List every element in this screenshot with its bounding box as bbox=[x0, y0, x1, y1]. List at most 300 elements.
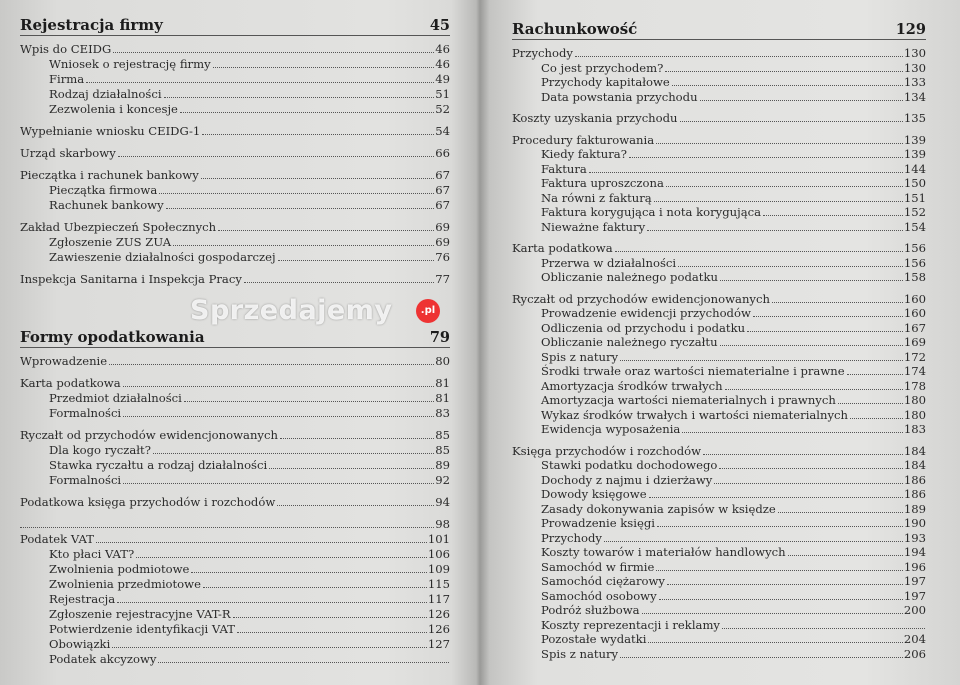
entry-title: Karta podatkowa bbox=[512, 241, 613, 255]
toc-entry bbox=[512, 647, 926, 662]
entry-title: Koszty towarów i materiałów handlowych bbox=[541, 545, 786, 559]
entry-title: Data powstania przychodu bbox=[541, 89, 698, 104]
entry-page: 67 bbox=[435, 183, 450, 197]
entry-title: Amortyzacja wartości niematerialnych i prawnych bbox=[541, 393, 836, 407]
dot-leader bbox=[778, 512, 903, 513]
toc-entry bbox=[512, 270, 926, 285]
dot-leader bbox=[201, 178, 434, 179]
entry-page: 193 bbox=[903, 530, 926, 545]
entry-title: Zwolnienia podmiotowe bbox=[49, 562, 190, 576]
entry-title: Spis z natury bbox=[541, 646, 619, 661]
toc-entry bbox=[20, 607, 450, 622]
toc-entry bbox=[20, 250, 450, 265]
toc-entry bbox=[512, 220, 926, 235]
entry-title: Rodzaj działalności bbox=[49, 87, 162, 101]
entry-title: Stawka ryczałtu a rodzaj działalności bbox=[49, 458, 268, 472]
dot-leader bbox=[159, 193, 434, 194]
toc-entry bbox=[20, 652, 450, 667]
entry-page: 130 bbox=[903, 60, 926, 75]
entry-title: Obliczanie należnego podatku bbox=[541, 270, 718, 284]
entry-title: Na równi z fakturą bbox=[541, 190, 652, 205]
dot-leader bbox=[747, 331, 903, 332]
entry-title: Podatkowa księga przychodów i rozchodów bbox=[20, 495, 276, 509]
entry-page: 117 bbox=[427, 592, 450, 606]
entry-page: 139 bbox=[903, 147, 926, 161]
toc-group bbox=[20, 42, 450, 117]
toc-entry bbox=[512, 545, 926, 560]
toc-group bbox=[20, 495, 450, 510]
dot-leader bbox=[654, 201, 903, 202]
dot-leader bbox=[136, 557, 427, 558]
dot-leader bbox=[173, 245, 434, 246]
entry-title: Faktura uproszczona bbox=[541, 176, 664, 190]
entry-title: Amortyzacja środków trwałych bbox=[541, 378, 723, 393]
toc-group bbox=[20, 354, 450, 369]
entry-title: Obowiązki bbox=[49, 637, 111, 651]
entry-page: 186 bbox=[903, 472, 926, 487]
dot-leader bbox=[202, 134, 434, 135]
entry-page: 81 bbox=[435, 391, 450, 405]
dot-leader bbox=[237, 632, 427, 633]
toc-group bbox=[512, 133, 926, 235]
toc-entry bbox=[512, 75, 926, 90]
dot-leader bbox=[180, 112, 434, 113]
entry-page: 101 bbox=[427, 532, 450, 546]
entry-page: 115 bbox=[427, 577, 450, 591]
entry-page: 80 bbox=[435, 354, 450, 368]
entry-page: 69 bbox=[435, 220, 450, 234]
toc-entry bbox=[512, 241, 926, 256]
entry-title: Wpis do CEIDG bbox=[20, 42, 112, 56]
dot-leader bbox=[269, 468, 434, 469]
toc-entry bbox=[512, 502, 926, 517]
dot-leader bbox=[153, 453, 434, 454]
entry-title: Odliczenia od przychodu i podatku bbox=[541, 320, 746, 335]
entry-page: 189 bbox=[903, 501, 926, 516]
entry-title: Zasady dokonywania zapisów w księdze bbox=[541, 501, 776, 516]
entry-title: Ryczałt od przychodów ewidencjonowanych bbox=[512, 291, 770, 306]
toc-entry bbox=[512, 574, 926, 589]
entry-page: 69 bbox=[435, 235, 450, 249]
entry-title: Wypełnianie wniosku CEIDG-1 bbox=[20, 124, 201, 138]
toc-entry bbox=[512, 589, 926, 604]
chapter-title: Rejestracja firmy bbox=[20, 16, 163, 34]
toc-entry bbox=[20, 72, 450, 87]
toc-entry bbox=[512, 560, 926, 575]
dot-leader bbox=[629, 157, 903, 158]
dot-leader bbox=[277, 505, 434, 506]
toc-chapter bbox=[20, 328, 450, 674]
entry-title: Dla kogo ryczałt? bbox=[49, 443, 151, 457]
toc-entry bbox=[20, 391, 450, 406]
entry-title: Potwierdzenie identyfikacji VAT bbox=[49, 622, 235, 636]
entry-page: 51 bbox=[435, 87, 450, 101]
entry-title: Zgłoszenie ZUS ZUA bbox=[49, 235, 172, 249]
dot-leader bbox=[166, 208, 435, 209]
toc-entry bbox=[20, 443, 450, 458]
toc-group bbox=[20, 517, 450, 667]
entry-page: 94 bbox=[435, 495, 450, 509]
dot-leader bbox=[703, 454, 903, 455]
entry-page: 126 bbox=[427, 607, 450, 621]
chapter-title: Formy opodatkowania bbox=[20, 328, 205, 346]
toc-entry bbox=[20, 547, 450, 562]
dot-leader bbox=[191, 572, 426, 573]
dot-leader bbox=[244, 282, 434, 283]
toc-group bbox=[20, 124, 450, 139]
entry-title: Procedury fakturowania bbox=[512, 132, 655, 147]
toc-entry bbox=[512, 256, 926, 271]
toc-group bbox=[512, 241, 926, 285]
toc-entry bbox=[512, 603, 926, 618]
chapter-page: 129 bbox=[895, 21, 926, 38]
entry-page: 184 bbox=[903, 443, 926, 458]
toc-entry bbox=[20, 235, 450, 250]
entry-page: 133 bbox=[903, 75, 926, 89]
entry-title: Zezwolenia i koncesje bbox=[49, 102, 178, 116]
toc-entry bbox=[20, 577, 450, 592]
entry-title: Inspekcja Sanitarna i Inspekcja Pracy bbox=[20, 272, 242, 286]
entry-page: 194 bbox=[903, 545, 926, 559]
entry-title: Urząd skarbowy bbox=[20, 146, 116, 160]
toc-group bbox=[20, 272, 450, 287]
dot-leader bbox=[113, 52, 434, 53]
toc-entry bbox=[512, 364, 926, 379]
toc-entry bbox=[20, 183, 450, 198]
toc-entry bbox=[512, 473, 926, 488]
toc-entry bbox=[512, 393, 926, 408]
dot-leader bbox=[666, 186, 903, 187]
entry-title: Przychody kapitałowe bbox=[541, 75, 670, 89]
entry-page: 167 bbox=[903, 320, 926, 335]
entry-title: Dowody księgowe bbox=[541, 487, 647, 501]
entry-page: 67 bbox=[435, 198, 450, 212]
entry-page: 54 bbox=[435, 124, 450, 138]
toc-entry bbox=[512, 618, 926, 633]
entry-title: Przerwa w działalności bbox=[541, 255, 677, 270]
dot-leader bbox=[96, 542, 427, 543]
entry-title: Zakład Ubezpieczeń Społecznych bbox=[20, 220, 217, 234]
toc-chapter bbox=[20, 16, 450, 294]
entry-page: 109 bbox=[427, 562, 450, 576]
entry-title: Kiedy faktura? bbox=[541, 147, 627, 161]
toc-entry bbox=[512, 176, 926, 191]
entry-title: Spis z natury bbox=[541, 349, 619, 364]
entry-title: Podróż służbowa bbox=[541, 603, 640, 617]
entry-page: 154 bbox=[903, 219, 926, 234]
toc-group bbox=[20, 168, 450, 213]
toc-entry bbox=[512, 350, 926, 365]
entry-page: 160 bbox=[903, 291, 926, 306]
dot-leader bbox=[647, 230, 903, 231]
dot-leader bbox=[667, 584, 903, 585]
dot-leader bbox=[657, 526, 903, 527]
toc-entry bbox=[20, 592, 450, 607]
entry-title: Podatek akcyzowy bbox=[49, 652, 157, 666]
entry-page: 77 bbox=[435, 272, 450, 286]
toc-entry bbox=[20, 473, 450, 488]
toc-entry bbox=[512, 205, 926, 220]
dot-leader bbox=[604, 541, 903, 542]
entry-title: Dochody z najmu i dzierżawy bbox=[541, 472, 713, 487]
toc-group bbox=[512, 111, 926, 126]
entry-title: Przedmiot działalności bbox=[49, 391, 182, 405]
toc-entry bbox=[20, 146, 450, 161]
entry-page: 196 bbox=[903, 559, 926, 574]
dot-leader bbox=[678, 266, 903, 267]
entry-title: Rejestracja bbox=[49, 592, 116, 606]
entry-page: 83 bbox=[435, 406, 450, 420]
entry-page: 169 bbox=[903, 335, 926, 349]
entry-page: 139 bbox=[903, 132, 926, 147]
entry-title: Obliczanie należnego ryczałtu bbox=[541, 335, 718, 349]
toc-entry bbox=[20, 87, 450, 102]
toc-entry bbox=[20, 495, 450, 510]
dot-leader bbox=[118, 156, 434, 157]
dot-leader bbox=[772, 302, 903, 303]
toc-entry bbox=[20, 124, 450, 139]
entry-title: Pozostałe wydatki bbox=[541, 632, 647, 646]
left-page bbox=[20, 0, 450, 685]
dot-leader bbox=[164, 97, 435, 98]
toc-group bbox=[512, 46, 926, 104]
entry-page: 186 bbox=[903, 487, 926, 501]
entry-page: 98 bbox=[435, 517, 450, 531]
entry-title: Podatek VAT bbox=[20, 532, 94, 546]
entry-title: Firma bbox=[49, 72, 85, 86]
entry-page: 92 bbox=[435, 473, 450, 487]
entry-title: Samochód w firmie bbox=[541, 559, 655, 574]
toc-entry bbox=[512, 487, 926, 502]
entry-page: 156 bbox=[903, 241, 926, 255]
toc-entry bbox=[512, 379, 926, 394]
entry-title: Przychody bbox=[512, 46, 573, 60]
toc-entry bbox=[20, 458, 450, 473]
entry-page: 197 bbox=[903, 574, 926, 588]
dot-leader bbox=[720, 345, 903, 346]
toc-chapter bbox=[512, 20, 926, 668]
toc-entry bbox=[20, 42, 450, 57]
dot-leader bbox=[700, 100, 903, 101]
dot-leader bbox=[233, 617, 427, 618]
right-page bbox=[512, 0, 926, 685]
dot-leader bbox=[649, 497, 903, 498]
toc-entry bbox=[512, 191, 926, 206]
entry-page: 46 bbox=[435, 57, 450, 71]
entry-page: 67 bbox=[435, 168, 450, 182]
chapter-title: Rachunkowość bbox=[512, 20, 638, 38]
toc-group bbox=[512, 444, 926, 662]
dot-leader bbox=[109, 364, 434, 365]
entry-title: Nieważne faktury bbox=[541, 219, 646, 234]
entry-page: 66 bbox=[435, 146, 450, 160]
entry-page: 134 bbox=[903, 89, 926, 104]
entry-page: 126 bbox=[427, 622, 450, 636]
toc-entry bbox=[512, 292, 926, 307]
toc-entry bbox=[512, 133, 926, 148]
entry-title: Zwolnienia przedmiotowe bbox=[49, 577, 201, 591]
entry-page: 150 bbox=[903, 176, 926, 190]
toc-entry bbox=[20, 637, 450, 652]
toc-entry bbox=[20, 406, 450, 421]
chapter-page: 79 bbox=[429, 329, 450, 346]
entry-page: 158 bbox=[903, 270, 926, 284]
entry-page: 49 bbox=[435, 72, 450, 86]
entry-page: 89 bbox=[435, 458, 450, 472]
entry-title: Faktura korygująca i nota korygująca bbox=[541, 205, 762, 219]
entry-title: Przychody bbox=[541, 530, 602, 545]
entry-page: 183 bbox=[903, 422, 926, 436]
dot-leader bbox=[665, 71, 903, 72]
dot-leader bbox=[158, 662, 449, 663]
toc-entry bbox=[20, 272, 450, 287]
entry-page: 46 bbox=[435, 42, 450, 56]
entry-page: 178 bbox=[903, 378, 926, 393]
toc-entry bbox=[512, 422, 926, 437]
toc-group bbox=[20, 376, 450, 421]
entry-page: 130 bbox=[903, 46, 926, 60]
toc-entry bbox=[20, 428, 450, 443]
dot-leader bbox=[680, 121, 903, 122]
entry-page: 206 bbox=[903, 646, 926, 661]
toc-entry bbox=[512, 321, 926, 336]
entry-title: Karta podatkowa bbox=[20, 376, 121, 390]
toc-entry bbox=[512, 458, 926, 473]
toc-entry bbox=[20, 517, 450, 532]
chapter-heading bbox=[512, 20, 926, 40]
dot-leader bbox=[714, 483, 903, 484]
dot-leader bbox=[213, 67, 435, 68]
chapter-heading bbox=[20, 16, 450, 36]
watermark: Sprzedajemy bbox=[190, 295, 393, 326]
toc-entry bbox=[20, 622, 450, 637]
entry-title: Samochód ciężarowy bbox=[541, 574, 665, 588]
dot-leader bbox=[763, 215, 903, 216]
entry-page: 160 bbox=[903, 306, 926, 320]
chapter-heading bbox=[20, 328, 450, 348]
dot-leader bbox=[280, 438, 434, 439]
toc-group bbox=[512, 292, 926, 437]
dot-leader bbox=[753, 316, 903, 317]
dot-leader bbox=[725, 389, 903, 390]
entry-title: Koszty uzyskania przychodu bbox=[512, 111, 678, 125]
toc-entry bbox=[512, 46, 926, 61]
dot-leader bbox=[575, 56, 903, 57]
entry-page: 85 bbox=[435, 428, 450, 442]
toc-entry bbox=[512, 335, 926, 350]
entry-page: 52 bbox=[435, 102, 450, 116]
entry-title: Wprowadzenie bbox=[20, 354, 108, 368]
entry-page: 200 bbox=[903, 603, 926, 617]
entry-title: Ewidencja wyposażenia bbox=[541, 422, 681, 436]
entry-page: 184 bbox=[903, 458, 926, 472]
dot-leader bbox=[720, 280, 903, 281]
toc-entry bbox=[512, 306, 926, 321]
entry-title: Faktura bbox=[541, 161, 587, 176]
chapter-page: 45 bbox=[429, 17, 450, 34]
entry-title: Koszty reprezentacji i reklamy bbox=[541, 617, 720, 632]
dot-leader bbox=[615, 251, 903, 252]
toc-entry bbox=[512, 444, 926, 459]
entry-title: Prowadzenie księgi bbox=[541, 516, 655, 530]
dot-leader bbox=[620, 360, 903, 361]
entry-title: Wniosek o rejestrację firmy bbox=[49, 57, 211, 71]
entry-title: Co jest przychodem? bbox=[541, 60, 664, 75]
dot-leader bbox=[589, 172, 903, 173]
dot-leader bbox=[648, 642, 902, 643]
entry-page: 135 bbox=[903, 111, 926, 125]
toc-entry bbox=[20, 376, 450, 391]
entry-title: Środki trwałe oraz wartości niematerialne i prawne bbox=[541, 364, 845, 378]
entry-title: Pieczątka firmowa bbox=[49, 183, 158, 197]
dot-leader bbox=[656, 143, 903, 144]
toc-entry bbox=[512, 111, 926, 126]
dot-leader bbox=[117, 602, 427, 603]
dot-leader bbox=[642, 613, 903, 614]
dot-leader bbox=[184, 401, 434, 402]
watermark-badge: .pl bbox=[416, 299, 440, 323]
entry-page: 127 bbox=[427, 637, 450, 651]
dot-leader bbox=[278, 260, 435, 261]
dot-leader bbox=[20, 527, 434, 528]
entry-page: 172 bbox=[903, 349, 926, 364]
toc-group bbox=[20, 146, 450, 161]
entry-page: 85 bbox=[435, 443, 450, 457]
entry-title: Wykaz środków trwałych i wartości niematerialnych bbox=[541, 407, 848, 422]
toc-entry bbox=[512, 516, 926, 531]
dot-leader bbox=[850, 418, 903, 419]
entry-title: Formalności bbox=[49, 473, 122, 487]
dot-leader bbox=[672, 85, 903, 86]
toc-entry bbox=[20, 532, 450, 547]
entry-title: Ryczałt od przychodów ewidencjonowanych bbox=[20, 428, 278, 442]
entry-title: Księga przychodów i rozchodów bbox=[512, 443, 702, 458]
toc-entry bbox=[20, 562, 450, 577]
entry-title: Kto płaci VAT? bbox=[49, 547, 135, 561]
entry-title: Stawki podatku dochodowego bbox=[541, 458, 718, 472]
dot-leader bbox=[123, 386, 435, 387]
toc-group bbox=[20, 428, 450, 488]
toc-entry bbox=[512, 147, 926, 162]
entry-page: 174 bbox=[903, 364, 926, 378]
toc-entry bbox=[512, 90, 926, 105]
toc-entry bbox=[20, 354, 450, 369]
toc-entry bbox=[512, 531, 926, 546]
toc-entry bbox=[20, 168, 450, 183]
dot-leader bbox=[838, 403, 903, 404]
entry-title: Rachunek bankowy bbox=[49, 198, 164, 212]
dot-leader bbox=[123, 416, 434, 417]
dot-leader bbox=[123, 483, 434, 484]
dot-leader bbox=[112, 647, 427, 648]
dot-leader bbox=[722, 628, 925, 629]
toc-entry bbox=[512, 408, 926, 423]
toc-entry bbox=[20, 198, 450, 213]
entry-title: Samochód osobowy bbox=[541, 588, 657, 603]
entry-page: 76 bbox=[435, 250, 450, 264]
entry-title: Pieczątka i rachunek bankowy bbox=[20, 168, 199, 182]
dot-leader bbox=[203, 587, 427, 588]
entry-page: 190 bbox=[903, 516, 926, 530]
dot-leader bbox=[788, 555, 903, 556]
toc-entry bbox=[20, 220, 450, 235]
entry-page: 81 bbox=[435, 376, 450, 390]
entry-page: 156 bbox=[903, 255, 926, 270]
toc-entry bbox=[512, 162, 926, 177]
entry-title: Prowadzenie ewidencji przychodów bbox=[541, 306, 751, 320]
entry-page: 180 bbox=[903, 407, 926, 422]
entry-title: Formalności bbox=[49, 406, 122, 420]
